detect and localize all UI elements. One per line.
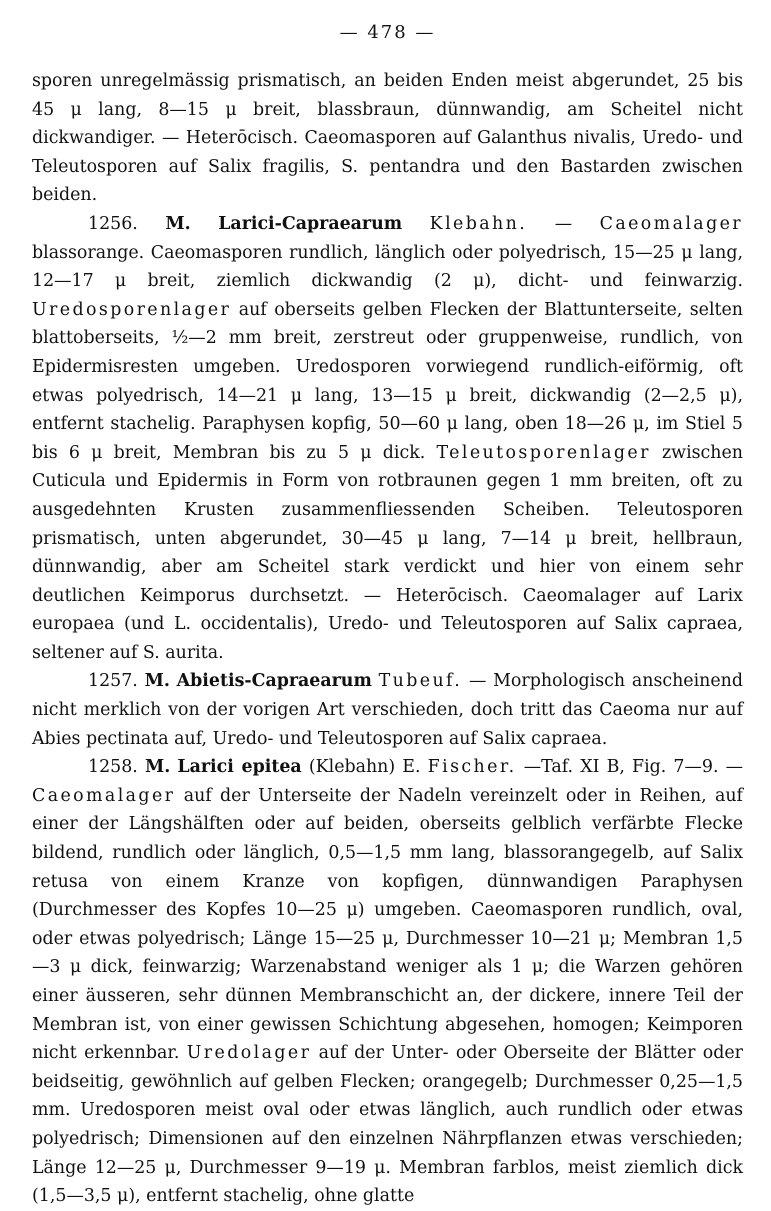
entry-number: 1257. <box>88 671 138 692</box>
genus-abbrev: M. <box>144 671 170 692</box>
entry-text: — Morphologisch anscheinend nicht merklich von der vorigen Art verschieden, doch tritt das Caeoma nur auf Abies pectinata auf, Uredo- und Teleutosporen auf Salix capraea. <box>32 671 743 749</box>
entry-text: auf der Unterseite der Nadeln vereinzelt oder in Reihen, auf einer der Längshälften oder auf beiden, oberseits gelblich verfärbte Flecke bildend, rundlich oder länglich, 0,5—1,5 mm lang, blassorangegelb, auf Salix retusa von einem Kranze von kopfigen, dünnwandigen Paraphysen (Durchmesser des Kopfes 10—25 μ) umgeben. Caeomasporen rundlich, oval, oder etwas polyedrisch; Länge 15—25 μ, Durchmesser 10—21 μ; Membran 1,5—3 μ dick, feinwarzig; Warzenabstand weniger als 1 μ; die Warzen gehören einer äusseren, sehr dünnen Membranschicht an, der dickere, innere Teil der Membran ist, von einer gewissen Schichtung abgesehen, homogen; Keimporen nicht erkennbar. <box>32 785 743 1064</box>
spaced-term: Caeomalager <box>599 213 744 234</box>
entry-1257 <box>32 667 743 753</box>
spaced-term: Caeomalager <box>32 785 176 806</box>
species-name: Larici-Capraearum <box>218 213 403 234</box>
entry-text: blassorange. Caeomasporen rundlich, länglich oder polyedrisch, 15—25 μ lang, 12—17 μ breit, ziemlich dickwandig (2 μ), dicht- und feinwarzig. <box>32 242 743 292</box>
entry-text: zwischen Cuticula und Epidermis in Form von rotbraunen gegen 1 mm breiten, oft zu ausgedehnten Krusten zusammenfliessenden Scheiben. Teleutosporen prismatisch, unten abgerundet, 30—45 μ lang, 7—14 μ breit, hellbraun, dünnwandig, aber am Scheitel stark verdickt und hier von einem sehr deutlichen Keimporus durchsetzt. — Heterōcisch. Caeomalager auf Larix europaea (und L. occidentalis), Uredo- und Teleutosporen auf Salix capraea, seltener auf S. aurita. <box>32 442 743 663</box>
species-name: Larici epitea <box>177 757 302 778</box>
author-name: Fischer. <box>427 757 517 778</box>
entry-text: auf der Unter- oder Oberseite der Blätter oder beidseitig, gewöhnlich auf gelben Flecken; orangegelb; Durchmesser 0,25—1,5 mm. Uredosporen meist oval oder etwas länglich, auch rundlich oder etwas polyedrisch; Dimensionen auf den einzelnen Nährpflanzen etwas verschieden; Länge 12—25 μ, Durchmesser 9—19 μ. Membran farblos, meist ziemlich dick (1,5—3,5 μ), entfernt stachelig, ohne glatte <box>32 1043 743 1207</box>
entry-1256 <box>32 210 743 668</box>
paragraph-continuation: sporen unregelmässig prismatisch, an beiden Enden meist abgerundet, 25 bis 45 μ lang, 8—15 μ breit, blassbraun, dünnwandig, am Scheitel nicht dickwandiger. — Heterōcisch. Caeomasporen auf Galanthus nivalis, Uredo- und Teleutosporen auf Salix fragilis, S. pentandra und den Bastarden zwischen beiden. <box>32 71 743 206</box>
entry-number: 1258. <box>88 757 138 778</box>
genus-abbrev: M. <box>165 213 191 234</box>
genus-abbrev: M. <box>144 757 171 778</box>
entry-1258 <box>32 753 743 1211</box>
spaced-term: Teleutosporenlager <box>436 442 651 463</box>
entry-number: 1256. <box>88 213 138 234</box>
spaced-term: Uredosporenlager <box>32 299 232 320</box>
entry-text: — <box>527 213 600 234</box>
page-number: — 478 — <box>339 22 436 43</box>
species-name: Abietis-Capraearum <box>176 671 372 692</box>
entry-text: (Klebahn) E. <box>301 757 428 778</box>
author-name: Tubeuf. <box>378 671 463 692</box>
body-text <box>32 67 743 1211</box>
entry-text: —Taf. XI B, Fig. 7—9. — <box>516 757 744 778</box>
author-name: Klebahn. <box>429 213 528 234</box>
entry-text: auf oberseits gelben Flecken der Blattunterseite, selten blattoberseits, ½—2 mm breit, zerstreut oder gruppenweise, rundlich, von Epidermisresten umgeben. Uredosporen vorwiegend rundlich-eiförmig, oft etwas polyedrisch, 14—21 μ lang, 13—15 μ breit, dickwandig (2—2,5 μ), entfernt stachelig. Paraphysen kopfig, 50—60 μ lang, oben 18—26 μ, im Stiel 5 bis 6 μ breit, Membran bis zu 5 μ dick. <box>32 299 743 463</box>
spaced-term: Uredolager <box>186 1043 312 1064</box>
